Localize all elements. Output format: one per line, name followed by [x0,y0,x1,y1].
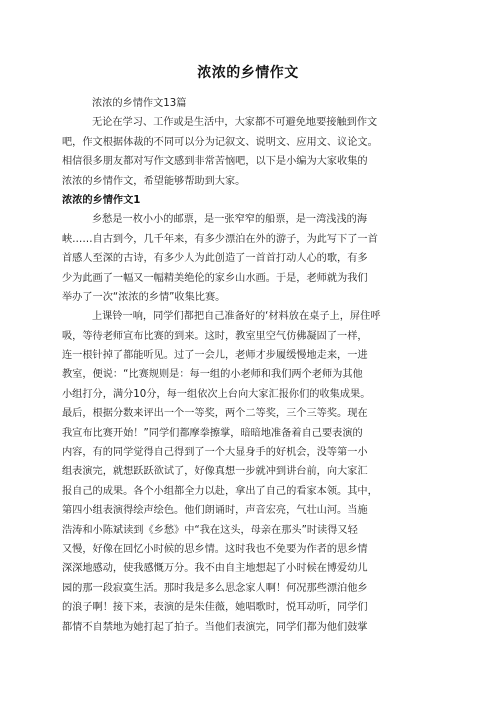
text-line: 相信很多朋友都对写作文感到非常苦恼吧，以下是小编为大家收集的 [62,156,368,168]
text-line: 浩涛和小陈斌读到《乡愁》中“我在这头，母亲在那头”时读得又轻 [62,524,358,536]
text-line: 又慢，好像在回忆小时候的思乡情。这时我也不免要为作者的思乡情 [62,543,368,555]
text-line: 少为此画了一幅又一幅精美绝伦的家乡山水画。于是，老师就为我们 [62,272,368,284]
text-line: 连一根针掉了都能听见。过了一会儿，老师才步履缓慢地走来，一进 [62,350,368,362]
text-line: 小组打分，满分10分，每一组依次上台向大家汇报你们的收集成果。 [62,388,371,400]
text-line: 园的那一段寂寞生活。那时我是多么思念家人啊！何况那些漂泊他乡 [62,582,368,594]
text-line: 内容，有的同学觉得自己得到了一个大显身手的好机会，没等第一小 [62,447,368,459]
text-line: 第四小组表演得绘声绘色。他们朗诵时，声音宏亮，气壮山河。当施 [62,505,368,517]
document-title: 浓浓的乡情作文 [197,65,299,81]
document-body [62,94,434,637]
text-line: 浓浓的乡情作文，希望能够帮助到大家。 [62,175,246,187]
text-line: 上课铃一响，同学们都把自己准备好的‘材料放在桌子上，屏住呼 [92,311,381,323]
text-line: 峡……自古到今，几千年来，有多少漂泊在外的游子，为此写下了一首 [62,233,378,245]
text-line: 无论在学习、工作或是生活中，大家都不可避免地要接触到作文 [92,117,378,129]
text-line: 我宣布比赛开始！”同学们都摩拳擦掌，暗暗地准备着自己要表演的 [62,427,363,439]
text-line: 教室，便说：“比赛规则是：每一组的小老师和我们两个老师为其他 [62,369,363,381]
text-line: 首感人至深的古诗，有多少人为此创造了一首首打动人心的歌，有多 [62,253,368,265]
text-line: 浓浓的乡情作文13篇 [92,98,187,109]
text-line: 组表演完，就想跃跃欲试了，好像真想一步就冲到讲台前，向大家汇 [62,466,368,478]
text-line: 举办了一次“浓浓的乡情”收集比赛。 [62,291,226,303]
text-line: 最后，根据分数来评出一个一等奖，两个二等奖，三个三等奖。现在 [62,408,368,420]
text-line: 深深地感动，使我感慨万分。我不由自主地想起了小时候在博爱幼儿 [62,563,368,575]
text-line: 吧，作文根据体裁的不同可以分为记叙文、说明文、应用文、议论文。 [62,136,378,148]
text-line: 的浪子啊！接下来，表演的是朱佳薇，她唱歌时，悦耳动听，同学们 [62,602,368,614]
text-line: 报自己的成果。各个小组都全力以赴，拿出了自己的看家本领。其中， [62,485,378,497]
section-heading: 浓浓的乡情作文1 [62,194,141,206]
text-line: 吸，等待老师宣布比赛的到来。这时，教室里空气仿佛凝固了一样， [62,330,368,342]
text-line: 都情不自禁地为她打起了拍子。当他们表演完，同学们都为他们鼓掌 [62,621,368,633]
text-line: 乡愁是一枚小小的邮票，是一张窄窄的船票，是一湾浅浅的海 [92,214,368,226]
